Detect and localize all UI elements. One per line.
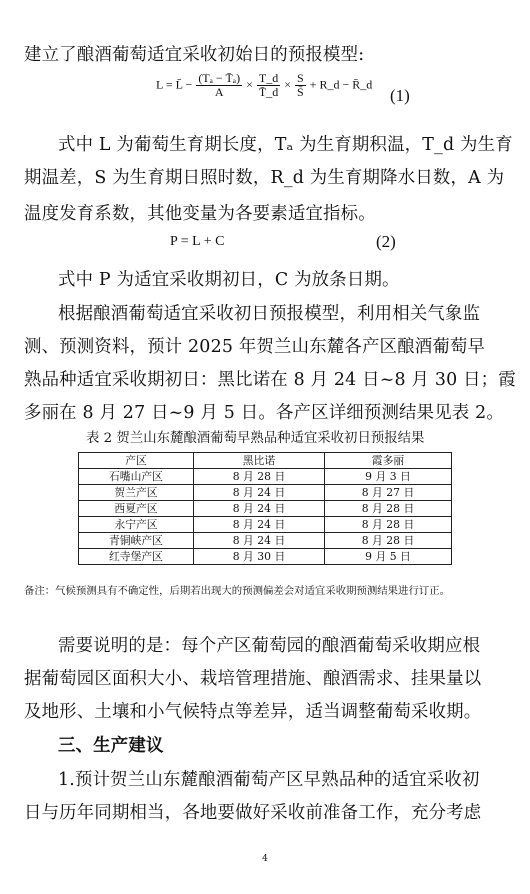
table-caption: 表 2 贺兰山东麓酿酒葡萄早熟品种适宜采收初日预报结果 bbox=[86, 431, 425, 446]
para3-line-1: 根据酿酒葡萄适宜采收初日预报模型，利用相关气象监 bbox=[58, 304, 481, 324]
para2: 式中 P 为适宜采收期初日，C 为放条日期。 bbox=[58, 270, 400, 290]
formula-1 bbox=[156, 72, 372, 99]
table-row bbox=[79, 517, 452, 533]
header-region: 产区 bbox=[79, 453, 194, 469]
table-cell-chardonnay: 9 月 5 日 bbox=[325, 549, 452, 565]
para3-line-4: 多丽在 8 月 27 日~9 月 5 日。各产区详细预测结果见表 2。 bbox=[24, 403, 504, 423]
table-header-row bbox=[79, 453, 452, 469]
table-cell-pinot-noir: 8 月 30 日 bbox=[194, 549, 325, 565]
times-sign: × bbox=[246, 77, 253, 92]
fraction-2-denominator: T̄_d bbox=[258, 85, 279, 99]
forecast-table bbox=[78, 452, 452, 565]
para3-line-3: 熟品种适宜采收期初日：黑比诺在 8 月 24 日~8 月 30 日；霞 bbox=[24, 370, 516, 390]
table-cell-pinot-noir: 8 月 24 日 bbox=[194, 517, 325, 533]
fraction-2-numerator: T_d bbox=[258, 71, 279, 85]
table-cell-pinot-noir: 8 月 24 日 bbox=[194, 501, 325, 517]
formula-1-fraction-2 bbox=[257, 72, 280, 99]
table-cell-chardonnay: 8 月 28 日 bbox=[325, 517, 452, 533]
formula-1-fraction-1 bbox=[196, 72, 242, 99]
table-cell-region: 永宁产区 bbox=[79, 517, 194, 533]
header-pinot-noir: 黑比诺 bbox=[194, 453, 325, 469]
formula-1-fraction-3 bbox=[295, 72, 306, 99]
para4-line-3: 及地形、土壤和小气候特点等差异，适当调整葡萄采收期。 bbox=[24, 702, 482, 722]
section-heading: 三、生产建议 bbox=[58, 736, 164, 756]
para1-line-3: 温度发育系数，其他变量为各要素适宜指标。 bbox=[24, 204, 376, 224]
para3-line-2: 测、预测资料，预计 2025 年贺兰山东麓各产区酿酒葡萄早 bbox=[24, 337, 486, 357]
table-cell-pinot-noir: 8 月 24 日 bbox=[194, 533, 325, 549]
fraction-3-numerator: S bbox=[296, 71, 304, 85]
table-row bbox=[79, 469, 452, 485]
para4-line-2: 据葡萄园区面积大小、栽培管理措施、酿酒需求、挂果量以 bbox=[24, 669, 482, 689]
formula-1-number: (1) bbox=[390, 86, 410, 105]
fraction-1-numerator: (Tₐ − T̄ₐ) bbox=[198, 71, 241, 85]
fraction-1-denominator: A bbox=[214, 85, 224, 99]
table-cell-pinot-noir: 8 月 28 日 bbox=[194, 469, 325, 485]
table-row bbox=[79, 533, 452, 549]
table-cell-region: 贺兰产区 bbox=[79, 485, 194, 501]
para1-line-2: 期温差，S 为生育期日照时数，R_d 为生育期降水日数，A 为 bbox=[24, 168, 505, 188]
table-note: 备注：气候预测具有不确定性，后期若出现大的预测偏差会对适宜采收期预测结果进行订正。 bbox=[24, 585, 451, 597]
table-row bbox=[79, 549, 452, 565]
fraction-3-denominator: S̄ bbox=[296, 85, 304, 99]
table-cell-region: 西夏产区 bbox=[79, 501, 194, 517]
formula-2: P = L + C bbox=[170, 234, 225, 249]
header-chardonnay: 霞多丽 bbox=[325, 453, 452, 469]
table-row bbox=[79, 501, 452, 517]
table-cell-region: 红寺堡产区 bbox=[79, 549, 194, 565]
table-cell-chardonnay: 8 月 28 日 bbox=[325, 501, 452, 517]
para5-line-1: 1.预计贺兰山东麓酿酒葡萄产区早熟品种的适宜采收初 bbox=[58, 770, 480, 790]
formula-1-prefix: L = L̄ − bbox=[156, 77, 193, 92]
intro-line: 建立了酿酒葡萄适宜采收初始日的预报模型: bbox=[24, 45, 365, 65]
table-row bbox=[79, 485, 452, 501]
para1-line-1: 式中 L 为葡萄生育期长度，Tₐ 为生育期积温，T_d 为生育 bbox=[58, 135, 513, 155]
page-number: 4 bbox=[262, 854, 268, 864]
table-cell-chardonnay: 8 月 28 日 bbox=[325, 533, 452, 549]
table-cell-pinot-noir: 8 月 24 日 bbox=[194, 485, 325, 501]
para4-line-1: 需要说明的是：每个产区葡萄园的酿酒葡萄采收期应根 bbox=[58, 636, 481, 656]
para5-line-2: 日与历年同期相当，各地要做好采收前准备工作，充分考虑 bbox=[24, 803, 482, 823]
table-cell-chardonnay: 8 月 27 日 bbox=[325, 485, 452, 501]
times-sign: × bbox=[284, 77, 291, 92]
table-cell-region: 青铜峡产区 bbox=[79, 533, 194, 549]
table-cell-region: 石嘴山产区 bbox=[79, 469, 194, 485]
table-cell-chardonnay: 9 月 3 日 bbox=[325, 469, 452, 485]
formula-1-suffix: + R_d − R̄_d bbox=[309, 77, 373, 92]
formula-2-number: (2) bbox=[376, 232, 396, 251]
